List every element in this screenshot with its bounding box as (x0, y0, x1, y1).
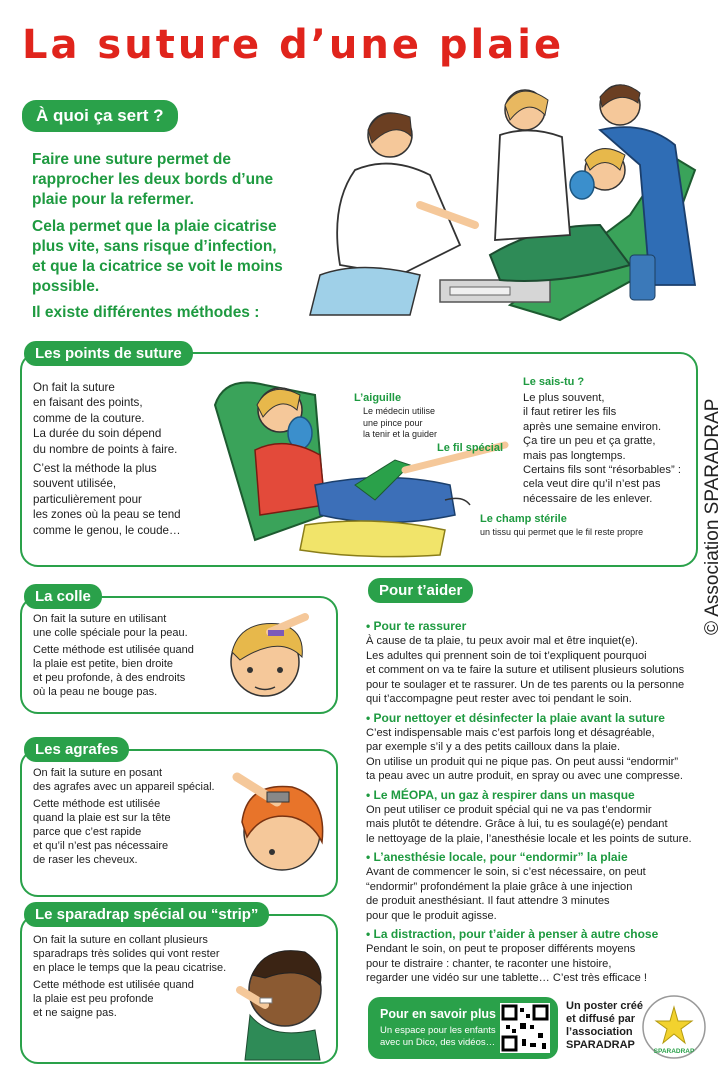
intro-p2: Cela permet que la plaie cicatrise plus vite, sans risque d’infection, et que la cicatrice se voit le moins possible. (32, 218, 283, 295)
aide-item-2-title: • Le MÉOPA, un gaz à respirer dans un masque (366, 787, 635, 802)
aide-item-3-text: Avant de commencer le soin, si c’est nécessaire, on peut “endormir” profondément la plaie grâce à une injection de produit anesthésiant. Il faut attendre 3 minutes pour que le produit agisse. (366, 866, 646, 922)
aide-item-3-title: • L’anesthésie locale, pour “endormir” la plaie (366, 850, 628, 864)
savoir-plus-box[interactable] (368, 997, 558, 1059)
agrafes-p2: Cette méthode est utilisée quand la plaie est sur la tête parce que c’est rapide et qu’il n’est pas nécessaire de raser les cheveux. (33, 798, 171, 866)
page-title: La suture d’une plaie (22, 22, 565, 68)
colle-illustration (210, 612, 325, 707)
colle-p1: On fait la suture en utilisant une colle spéciale pour la peau. (33, 613, 188, 639)
intro-p1: Faire une suture permet de rapprocher les deux bords d’une plaie pour la refermer. (32, 151, 274, 208)
aide-list (366, 615, 716, 986)
points-heading: Les points de suture (24, 341, 193, 366)
intro-p3: Il existe différentes méthodes : (32, 304, 260, 321)
colle-heading: La colle (24, 584, 102, 609)
agrafes-illustration (222, 762, 332, 892)
strip-p1: On fait la suture en collant plusieurs sparadraps très solides qui vont rester en place le temps que la peau cicatrise. (33, 934, 227, 974)
points-p2: C’est la méthode la plus souvent utilisée, particulièrement pour les zones où la peau se tend comme le genou, le coude… (33, 462, 181, 537)
points-p1: On fait la suture en faisant des points, comme de la couture. La durée du soin dépend du nombre de points à faire. (33, 381, 178, 456)
strip-p2: Cette méthode est utilisée quand la plaie est peu profonde et ne saigne pas. (33, 979, 194, 1019)
champ-title: Le champ stérile (480, 513, 567, 525)
aide-item-0-text: À cause de ta plaie, tu peux avoir mal et être inquiet(e). Les adultes qui prennent soin de toi t’expliquent pourquoi et comment on va te faire la suture et utilisent plusieurs solutions pour te soulager et te rassurer. Un de tes parents ou la personne qui t’accompagne peut rester avec toi pendant le soin. (366, 635, 685, 705)
aide-item-4-title: • La distraction, pour t’aider à penser à autre chose (366, 927, 659, 941)
poster-credit: Un poster créé et diffusé par l’association SPARADRAP (566, 1000, 644, 1051)
aide-item-4-text: Pendant le soin, on peut te proposer différents moyens pour te distraire : chanter, te raconter une histoire, regarder une vidéo sur une tablette… C’est très efficace ! (366, 943, 647, 984)
saistu-title: Le sais-tu ? (523, 376, 585, 388)
aide-heading: Pour t’aider (368, 578, 473, 603)
aiguille-text: Le médecin utilise une pince pour la tenir et la guider (363, 406, 438, 439)
agrafes-heading: Les agrafes (24, 737, 129, 762)
qr-code-icon[interactable] (500, 1003, 550, 1053)
champ-text: un tissu qui permet que le fil reste propre (480, 527, 644, 537)
savoir-plus-title: Pour en savoir plus (380, 1007, 497, 1021)
aide-item-0-title: • Pour te rassurer (366, 619, 467, 633)
intro-heading: À quoi ça sert ? (22, 100, 178, 132)
colle-p2: Cette méthode est utilisée quand la plaie est petite, bien droite et peu profonde, à des endroits où la peau ne bouge pas. (33, 644, 194, 698)
fil-title: Le fil spécial (437, 442, 504, 454)
sparadrap-logo (640, 993, 708, 1061)
strip-heading: Le sparadrap spécial ou “strip” (24, 902, 269, 927)
aiguille-title: L’aiguille (354, 392, 402, 404)
aide-item-1-title: • Pour nettoyer et désinfecter la plaie avant la suture (366, 710, 665, 725)
svg-text:SPARADRAP: SPARADRAP (653, 1048, 695, 1055)
aide-item-1-text: C’est indispensable mais c’est parfois long et désagréable, par exemple s’il y a des petits cailloux dans la plaie. On utilise un produit qui ne pique pas. On peut aussi “endormir” ta peau avec un autre produit, en spray ou avec une compresse. (366, 726, 683, 782)
savoir-plus-text: Un espace pour les enfants avec un Dico, des vidéos… (380, 1025, 496, 1048)
agrafes-p1: On fait la suture en posant des agrafes avec un appareil spécial. (33, 767, 215, 793)
copyright-vertical: © Association SPARADRAP (702, 398, 723, 635)
aide-item-2-text: On peut utiliser ce produit spécial qui ne va pas t’endormir mais plutôt te détendre. Grâce à lui, tu es soulagé(e) pendant le nettoyage de la plaie, l’anesthésie locale et les points de suture. (366, 803, 692, 845)
suture-scene-illustration (300, 75, 700, 325)
saistu-text: Le plus souvent, il faut retirer les fils après une semaine environ. Ça tire un peu et ça gratte, mais pas longtemps. Certains fils sont “résorbables” : cela veut dire qu’il n’est pas nécessaire de les enlever. (523, 392, 681, 505)
strip-illustration (230, 930, 330, 1060)
